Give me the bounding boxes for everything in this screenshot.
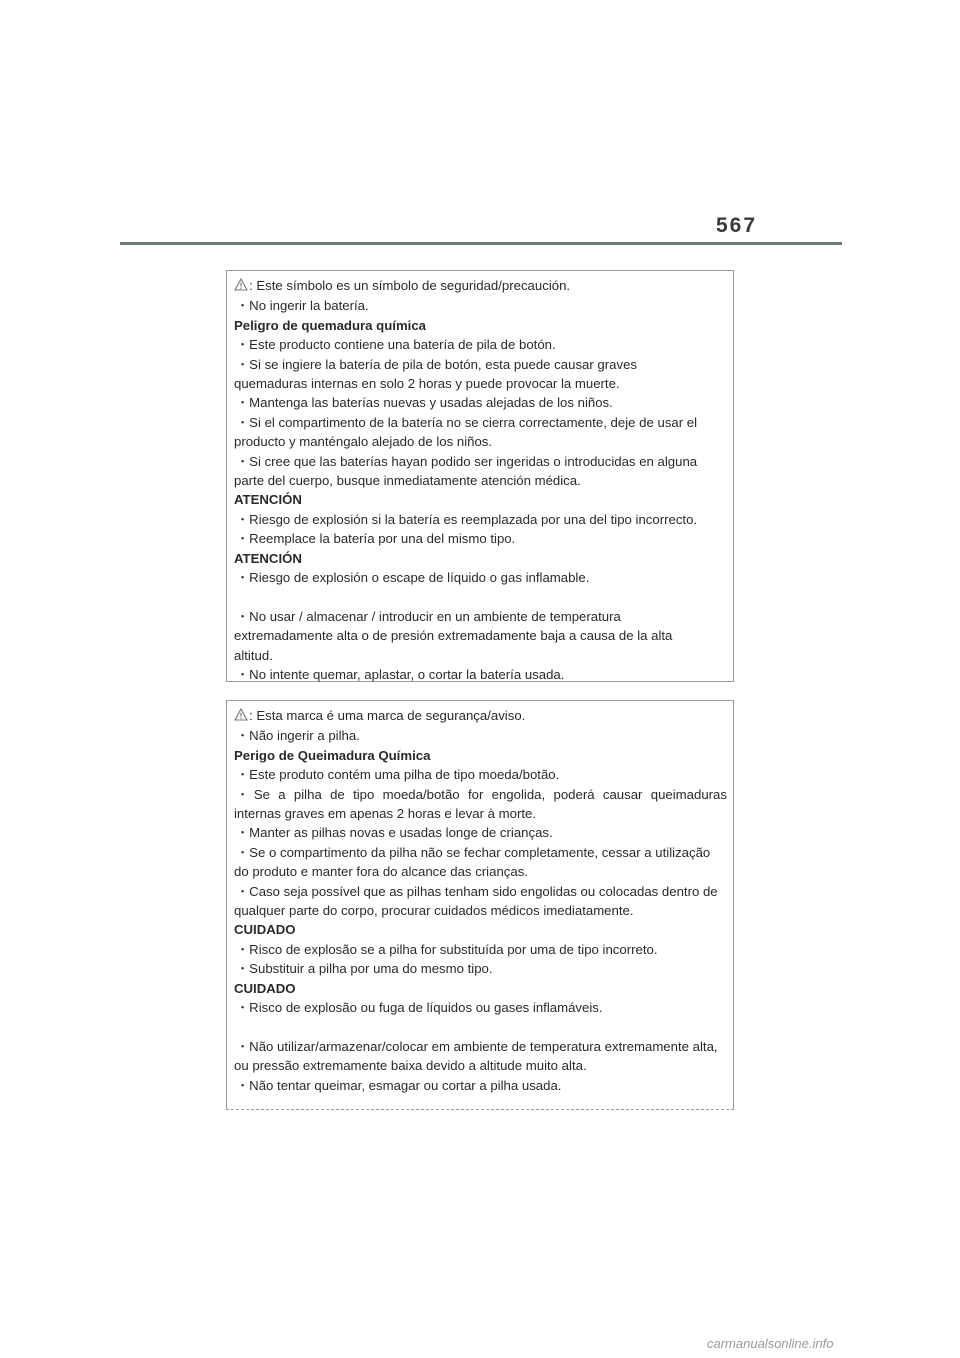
text-line: quemaduras internas en solo 2 horas y puede provocar la muerte. <box>234 376 620 392</box>
bullet-item: ・Reemplace la batería por una del mismo tipo. <box>236 531 516 547</box>
text-line: parte del cuerpo, busque inmediatamente atención médica. <box>234 473 581 489</box>
bullet-item: ・Si se ingiere la batería de pila de botón, esta puede causar graves <box>236 356 638 372</box>
bullet-item: ・Manter as pilhas novas e usadas longe de crianças. <box>236 825 553 841</box>
bullet-item: ・No ingerir la batería. <box>236 298 369 314</box>
bullet-item: ・Caso seja possível que as pilhas tenham sido engolidas ou colocadas dentro de <box>236 883 718 899</box>
header-rule <box>120 242 842 245</box>
text-line: internas graves em apenas 2 horas e levar à morte. <box>234 806 537 822</box>
symbol-legend <box>234 706 733 726</box>
section-heading: Perigo de Queimadura Química <box>234 747 431 763</box>
text-line: do produto e manter fora do alcance das crianças. <box>234 864 528 880</box>
section-heading: ATENCIÓN <box>234 492 302 508</box>
symbol-legend-text: : Esta marca é uma marca de segurança/aviso. <box>249 708 526 723</box>
text-line: altitud. <box>234 647 273 663</box>
site-watermark: carmanualsonline.info <box>707 1336 834 1351</box>
symbol-legend <box>234 276 733 296</box>
bullet-item: ・Si cree que las baterías hayan podido ser ingeridas o introducidas en alguna <box>236 453 698 469</box>
bullet-item: ・No intente quemar, aplastar, o cortar la batería usada. <box>236 667 565 683</box>
bullet-item: ・Não utilizar/armazenar/colocar em ambiente de temperatura extremamente alta, <box>236 1038 718 1054</box>
section-heading: CUIDADO <box>234 980 296 996</box>
bullet-item: ・Não ingerir a pilha. <box>236 728 360 744</box>
text-line: ou pressão extremamente baixa devido a altitude muito alta. <box>234 1058 587 1074</box>
text-line: producto y manténgalo alejado de los niños. <box>234 434 493 450</box>
bullet-item: ・Este producto contiene una batería de pila de botón. <box>236 337 556 353</box>
bullet-item: ・Não tentar queimar, esmagar ou cortar a pilha usada. <box>236 1077 562 1093</box>
section-heading: ATENCIÓN <box>234 550 302 566</box>
blank-line <box>234 1018 733 1037</box>
bullet-item: ・Se a pilha de tipo moeda/botão for engolida, poderá causar queimaduras <box>236 786 727 802</box>
text-line: extremadamente alta o de presión extremadamente baja a causa de la alta <box>234 628 673 644</box>
warning-triangle-icon <box>234 707 248 726</box>
bullet-item: ・Risco de explosão se a pilha for substituída por uma de tipo incorreto. <box>236 941 658 957</box>
bullet-item: ・Riesgo de explosión o escape de líquido o gas inflamable. <box>236 570 590 586</box>
bullet-item: ・Mantenga las baterías nuevas y usadas alejadas de los niños. <box>236 395 613 411</box>
bullet-item: ・Substituir a pilha por uma do mesmo tipo. <box>236 961 493 977</box>
section-heading: CUIDADO <box>234 922 296 938</box>
symbol-legend-text: : Este símbolo es un símbolo de seguridad/precaución. <box>249 278 571 293</box>
text-line: qualquer parte do corpo, procurar cuidados médicos imediatamente. <box>234 903 634 919</box>
section-heading: Peligro de quemadura química <box>234 317 426 333</box>
blank-line <box>234 588 733 607</box>
bullet-item: ・Si el compartimento de la batería no se cierra correctamente, deje de usar el <box>236 414 698 430</box>
warning-box-portuguese <box>226 700 734 1110</box>
bullet-item: ・Risco de explosão ou fuga de líquidos ou gases inflamáveis. <box>236 1000 603 1016</box>
bullet-item: ・Riesgo de explosión si la batería es reemplazada por una del tipo incorrecto. <box>236 511 698 527</box>
bullet-item: ・Este produto contém uma pilha de tipo moeda/botão. <box>236 767 560 783</box>
warning-box-spanish <box>226 270 734 682</box>
bullet-item: ・Se o compartimento da pilha não se fechar completamente, cessar a utilização <box>236 844 711 860</box>
warning-triangle-icon <box>234 277 248 296</box>
bullet-item: ・No usar / almacenar / introducir en un ambiente de temperatura <box>236 608 621 624</box>
page-number: 567 <box>716 214 758 237</box>
